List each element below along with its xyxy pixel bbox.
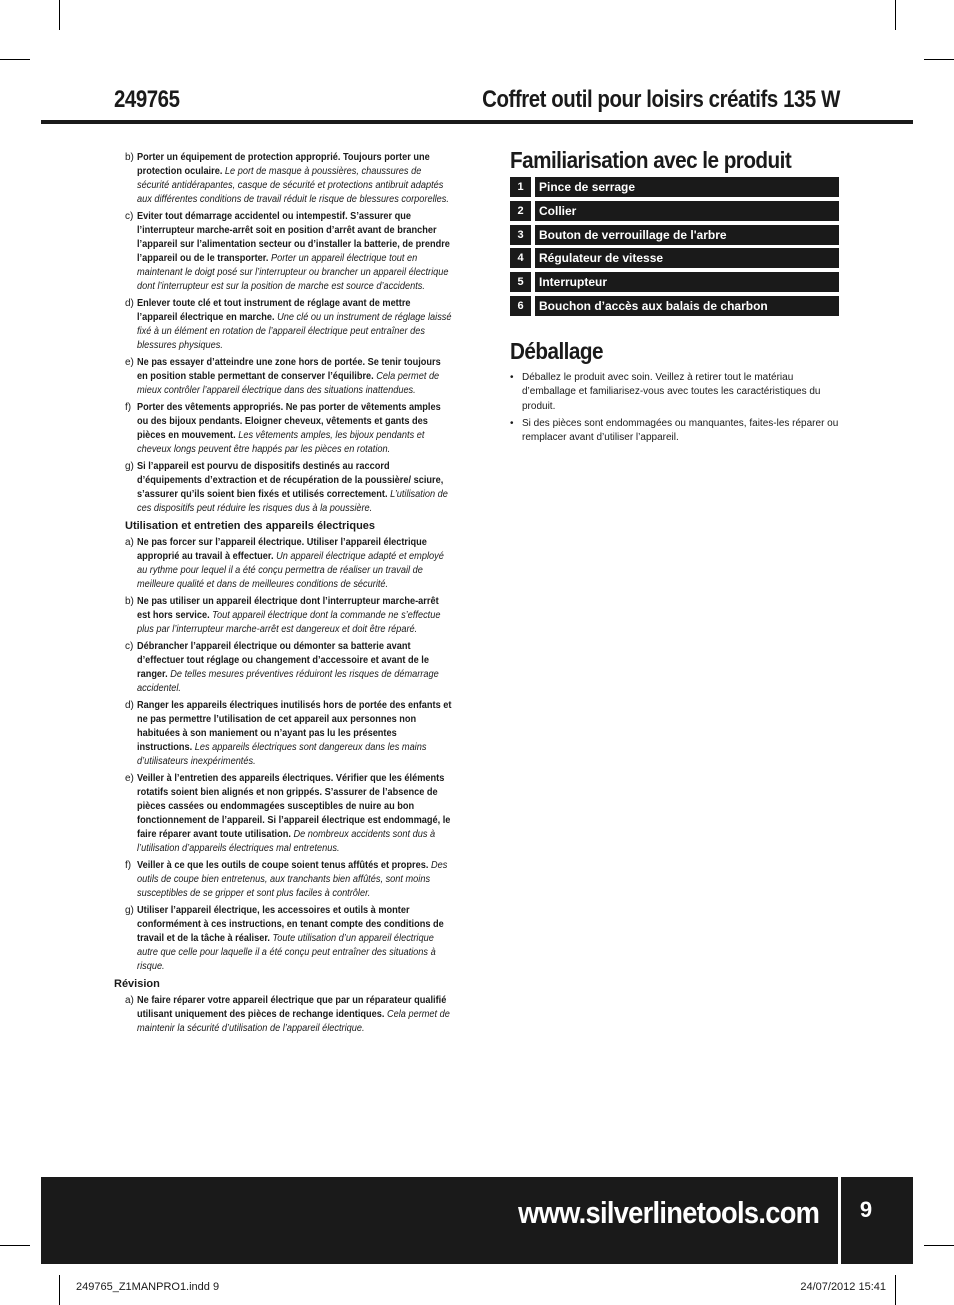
item-bold-text: Ne pas forcer sur l’appareil électrique. Utiliser l’appareil électrique approprié au travail à effectuer. [137,537,427,562]
item-text [137,210,452,294]
header-divider [41,120,913,124]
item-bold-text: Porter un équipement de protection approprié. Toujours porter une protection oculaire. [137,152,430,177]
part-number: 5 [510,272,531,292]
item-letter: b) [125,152,134,163]
item-text [137,297,452,353]
item-letter: g) [125,461,134,472]
item-letter: e) [125,773,134,784]
item-text [137,356,452,398]
part-number: 1 [510,177,531,197]
part-row [510,225,839,245]
instruction-item [114,536,454,592]
item-text [137,151,452,207]
part-number: 6 [510,296,531,316]
item-bold-text: Débrancher l’appareil électrique ou démonter sa batterie avant d’effectuer tout réglage ou changement d’accessoire et avant de le ranger. [137,641,429,680]
item-italic-text: Toute utilisation d’un appareil électrique autre que celle pour laquelle il a été conçu peut entraîner des situations à risque. [137,933,436,972]
item-letter: b) [125,596,134,607]
part-number: 3 [510,225,531,245]
item-text [137,772,452,856]
item-italic-text: Des outils de coupe bien entretenus, aux tranchants bien affûtés, sont moins susceptibles de se gripper et sont plus faciles à contrôler. [137,860,448,899]
part-label: Bouton de verrouillage de l'arbre [535,225,839,245]
item-italic-text: Cela permet de mieux contrôler l’appareil électrique dans des situations inattendues. [137,371,440,396]
instruction-item [114,210,454,294]
item-italic-text: Les vêtements amples, les bijoux pendants et cheveux longs peuvent être happés par les pièces en rotation. [137,430,425,455]
item-letter: c) [125,211,134,222]
item-italic-text: Tout appareil électrique dont la commande ne s’effectue plus par l’interrupteur marche-arrêt est dangereux et doit être réparé. [137,610,441,635]
page-title: Coffret outil pour loisirs créatifs 135 W [482,86,840,113]
revision-heading: Révision [114,978,160,990]
instruction-item [114,994,454,1036]
footer-bar [41,1177,838,1264]
instruction-item [114,401,454,457]
page-number-box [841,1177,913,1264]
instruction-item [114,460,454,516]
item-bold-text: Ranger les appareils électriques inutilisés hors de portée des enfants et ne pas permettre l’utilisation de cet appareil aux personnes non habituées à son maniement ou n’ayant pas lu les présentes instructions. [137,700,452,753]
crop-mark [924,59,954,60]
crop-mark [0,1245,30,1246]
use-care-heading: Utilisation et entretien des appareils électriques [125,520,376,532]
item-text [137,536,452,592]
part-label: Pince de serrage [535,177,839,197]
unpacking-bullet: • Déballez le produit avec soin. Veillez à retirer tout le matériau d’emballage et familiarisez-vous avec toutes les caractéristiques du produit. [510,371,840,414]
item-bold-text: Ne pas utiliser un appareil électrique dont l’interrupteur marche-arrêt est hors service. [137,596,439,621]
instruction-item [114,356,454,398]
website-link[interactable]: www.silverlinetools.com [517,1195,819,1230]
item-bold-text: Veiller à l’entretien des appareils électriques. Vérifier que les éléments rotatifs soient bien alignés et non grippés. S’assurer de l’absence de pièces cassées ou endommagées susceptibles de nuire au bon fonctionnement de l’appareil. Si l’appareil électrique est endommagé, le faire réparer avant toute utilisation. [137,773,451,840]
instruction-item [114,904,454,974]
item-italic-text: Le port de masque à poussières, chaussures de sécurité antidérapantes, casque de sécurité et protections antibruit adaptés aux différentes conditions de travail réduit le risque de blessures corporelles. [137,166,449,205]
item-letter: c) [125,641,134,652]
item-text [137,994,452,1036]
part-row [510,272,839,292]
item-italic-text: Porter un appareil électrique tout en maintenant le doigt posé sur l’interrupteur ou brancher un appareil électrique dont l’interrupteur est sur la position de marche est source d’accidents. [137,253,449,292]
item-letter: f) [125,860,132,871]
instruction-item [114,640,454,696]
familiarisation-heading: Familiarisation avec le produit [510,147,792,173]
part-row [510,248,839,268]
crop-mark [895,1275,896,1305]
item-text [137,859,452,901]
item-bold-text: Utiliser l’appareil électrique, les accessoires et outils à monter conformément à ces instructions, en tenant compte des conditions de travail et de la tâche à réaliser. [137,905,444,944]
part-row [510,296,839,316]
item-letter: f) [125,402,132,413]
item-text [137,699,452,769]
item-text [137,595,452,637]
item-bold-text: Porter des vêtements appropriés. Ne pas porter de vêtements amples ou des bijoux pendants. Eloigner cheveux, vêtements et gants des pièces en mouvement. [137,402,441,441]
parts-list [510,177,839,320]
item-letter: d) [125,700,134,711]
item-italic-text: Un appareil électrique adapté et employé au rythme pour lequel il a été conçu permettra de réaliser un travail de meilleure qualité et dans de meilleures conditions de sécurité. [137,551,444,590]
item-text [137,640,452,696]
unpacking-list [510,371,840,448]
item-bold-text: Enlever toute clé et tout instrument de réglage avant de mettre l’appareil électrique en marche. [137,298,411,323]
part-row [510,177,839,197]
item-text [137,401,452,457]
instruction-item [114,297,454,353]
item-letter: a) [125,995,134,1006]
part-label: Bouchon d’accès aux balais de charbon [535,296,839,316]
item-italic-text: Cela permet de maintenir la sécurité d’utilisation de l’appareil électrique. [137,1009,450,1034]
unpacking-bullet: • Si des pièces sont endommagées ou manquantes, faites-les réparer ou remplacer avant d’utiliser l’appareil. [510,417,840,446]
slug-date: 24/07/2012 15:41 [800,1281,886,1293]
part-number: 2 [510,201,531,221]
item-letter: d) [125,298,134,309]
instruction-item [114,595,454,637]
item-bold-text: Veiller à ce que les outils de coupe soient tenus affûtés et propres. [137,860,429,871]
page-number: 9 [859,1197,873,1222]
safety-instructions [114,151,454,1039]
crop-mark [895,0,896,30]
item-letter: e) [125,357,134,368]
item-bold-text: Ne pas essayer d’atteindre une zone hors de portée. Se tenir toujours en position stable permettant de conserver l’équilibre. [137,357,441,382]
item-bold-text: Eviter tout démarrage accidentel ou intempestif. S’assurer que l’interrupteur marche-arrêt soit en position d’arrêt avant de brancher l’appareil sur l’alimentation secteur ou d’installer la batterie, de prendre l’appareil ou de le transporter. [137,211,450,264]
part-row [510,201,839,221]
unpacking-heading: Déballage [510,338,603,364]
use-care-list [114,536,454,974]
instruction-item [114,772,454,856]
item-italic-text: Une clé ou un instrument de réglage laissé fixé à un élément en rotation de l’appareil électrique peut entraîner des blessures physiques. [137,312,452,351]
part-label: Interrupteur [535,272,839,292]
item-italic-text: De telles mesures préventives réduiront les risques de démarrage accidentel. [137,669,439,694]
crop-mark [59,0,60,30]
item-italic-text: L’utilisation de ces dispositifs peut réduire les risques dus à la poussière. [137,489,448,514]
item-bold-text: Ne faire réparer votre appareil électrique que par un réparateur qualifié utilisant uniquement des pièces de rechange identiques. [137,995,447,1020]
item-text [137,904,452,974]
instruction-item [114,699,454,769]
part-label: Collier [535,201,839,221]
part-number: 4 [510,248,531,268]
slug-filename: 249765_Z1MANPRO1.indd 9 [76,1281,220,1293]
crop-mark [59,1275,60,1305]
instruction-item [114,151,454,207]
crop-mark [0,59,30,60]
item-italic-text: Les appareils électriques sont dangereux dans les mains d’utilisateurs inexpérimentés. [137,742,427,767]
item-letter: a) [125,537,134,548]
crop-mark [924,1245,954,1246]
revision-list [114,994,454,1036]
personal-safety-list [114,151,454,516]
product-code: 249765 [114,86,180,113]
item-letter: g) [125,905,134,916]
item-bold-text: Si l’appareil est pourvu de dispositifs destinés au raccord d’équipements d’extraction et de récupération de la poussière/ sciure, s’assurer qu’ils soient bien fixés et utilisés correctement. [137,461,444,500]
item-italic-text: De nombreux accidents sont dus à l’utilisation d’appareils électriques mal entretenus. [137,829,436,854]
part-label: Régulateur de vitesse [535,248,839,268]
item-text [137,460,452,516]
instruction-item [114,859,454,901]
